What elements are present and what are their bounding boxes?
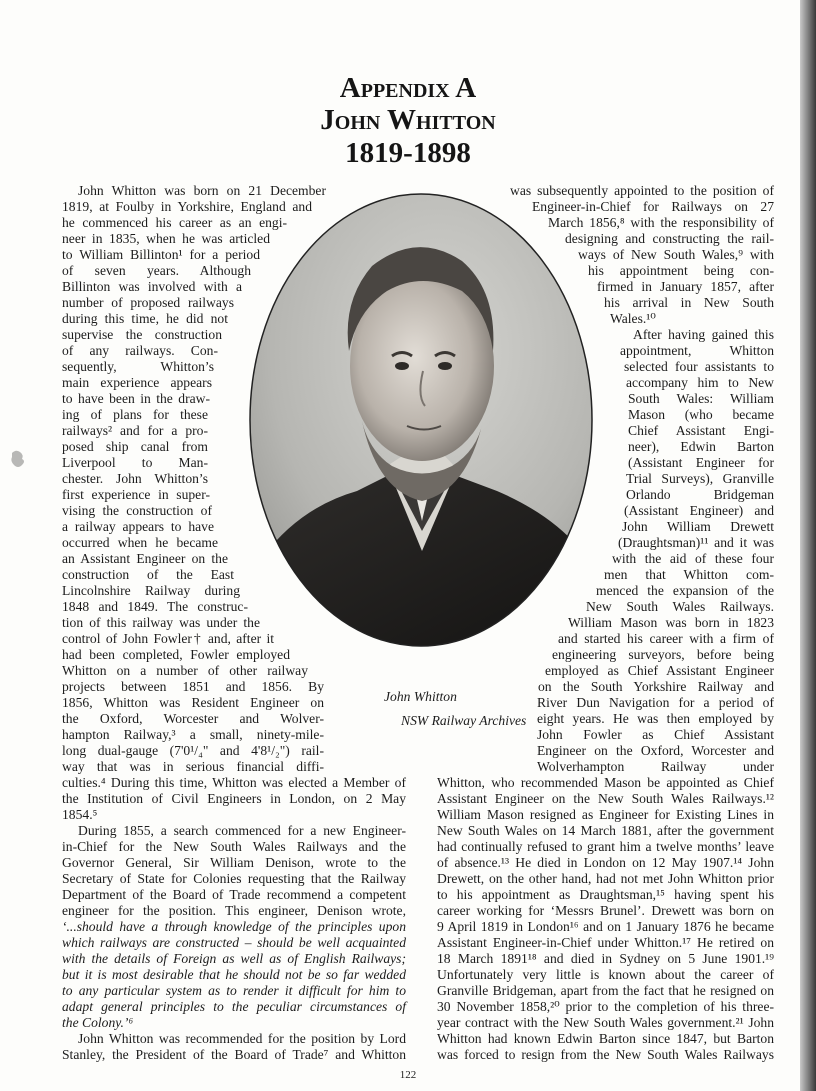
text-line: Whitton, who recommended Mason be appointed as Chief <box>437 775 774 790</box>
text-line: Lincolnshire Railway during <box>62 583 240 598</box>
text-line: to William Billinton¹ for a period <box>62 247 260 262</box>
text-line: in-Chief for the New South Wales Railways and the <box>62 839 406 854</box>
text-line: Chief Assistant Engi- <box>628 423 774 438</box>
text-line: neer), Edwin Barton <box>628 439 774 454</box>
text-line: to any particular system as to render it difficult for him to <box>62 983 406 998</box>
portrait-photo <box>247 191 595 649</box>
text-line: posed ship canal from <box>62 439 208 454</box>
text-line: Whitton had known Edwin Barton since 1847, but Barton <box>437 1031 774 1046</box>
text-line: (Assistant Engineer) and <box>624 503 774 518</box>
text-line: South Wales: William <box>628 391 774 406</box>
text-line: was forced to resign from the New South Wales Railways <box>437 1047 774 1062</box>
text-line: Mason (who became <box>628 407 774 422</box>
text-line: way that was in serious financial diffi- <box>62 759 324 774</box>
text-line: engineer for the position. This engineer, Denison wrote, <box>62 903 406 918</box>
text-line: neer in 1835, when he was articled <box>62 231 270 246</box>
text-line: Engineer on the Oxford, Worcester and <box>537 743 774 758</box>
page-number: 122 <box>399 1069 417 1081</box>
text-line: 1848 and 1849. The construc- <box>62 599 248 614</box>
text-line: 1856, Whitton was Resident Engineer on <box>62 695 324 710</box>
text-line: his appointment being con- <box>588 263 774 278</box>
text-line: but it is most desirable that he should not be so far wedded <box>62 967 406 982</box>
text-line: During 1855, a search commenced for a new Engineer- <box>78 823 406 838</box>
text-line: year contract with the New South Wales government.²¹ John <box>437 1015 774 1030</box>
text-line: long dual-gauge (7'0¹/₄" and 4'8¹/₂") rail- <box>62 743 324 758</box>
text-line: tion of this railway was under the <box>62 615 260 630</box>
text-line: Assistant Engineer on the New South Wales Railways.¹² <box>437 791 774 806</box>
text-line: Billinton was involved with a <box>62 279 242 294</box>
text-line: accompany him to New <box>626 375 774 390</box>
text-line: of absence.¹³ He died in London on 12 May 1907.¹⁴ John <box>437 855 774 870</box>
text-line: control of John Fowler† and, after it <box>62 631 274 646</box>
text-line: men that Whitton com- <box>604 567 774 582</box>
text-line: to his appointment as Draughtsman,¹⁵ having spent his <box>437 887 774 902</box>
text-line: 30 November 1858,²⁰ prior to the completion of his three- <box>437 999 774 1014</box>
text-line: number of proposed railways <box>62 295 234 310</box>
text-line: vising the construction of <box>62 503 212 518</box>
text-line: on the South Yorkshire Railway and <box>538 679 774 694</box>
text-line: eight years. He was then employed by <box>537 711 774 726</box>
text-line: Liverpool to Man- <box>62 455 208 470</box>
text-line: Secretary of State for Colonies requesting that the Railway <box>62 871 406 886</box>
text-line: first experience in super- <box>62 487 210 502</box>
text-line: construction of the East <box>62 567 234 582</box>
text-line: William Mason was born in 1823 <box>568 615 774 630</box>
text-line: engineering surveyors, before being <box>552 647 774 662</box>
text-line: ways of New South Wales,⁹ with <box>578 247 774 262</box>
text-line: William Mason resigned as Engineer for Existing Lines in <box>437 807 774 822</box>
text-line: projects between 1851 and 1856. By <box>62 679 324 694</box>
text-line: the Institution of Civil Engineers in London, on 2 May <box>62 791 406 806</box>
text-line: John Whitton was recommended for the position by Lord <box>78 1031 406 1046</box>
text-line: had been completed, Fowler employed <box>62 647 290 662</box>
text-line: John Whitton was born on 21 December <box>78 183 326 198</box>
text-line: Drewett, on the other hand, had not met John Whitton prior <box>437 871 774 886</box>
text-line: culties.⁴ During this time, Whitton was elected a Member of <box>62 775 406 790</box>
text-line: hampton Railway,³ a small, ninety-mile- <box>62 727 324 742</box>
portrait-caption: John Whitton <box>384 689 457 704</box>
text-line: adapt general principles to the peculiar circumstances of <box>62 999 406 1014</box>
text-line: designing and constructing the rail- <box>565 231 774 246</box>
text-line: during this time, he did not <box>62 311 228 326</box>
ink-blot-icon <box>8 447 28 471</box>
text-line: was subsequently appointed to the position of <box>510 183 774 198</box>
text-line: (Assistant Engineer for <box>628 455 774 470</box>
text-line: John Fowler as Chief Assistant <box>537 727 774 742</box>
text-line: he commenced his career as an engi- <box>62 215 287 230</box>
text-line: Trial Surveys), Granville <box>626 471 774 486</box>
text-line: employed as Chief Assistant Engineer <box>545 663 774 678</box>
text-line: menced the expansion of the <box>596 583 774 598</box>
text-line: Governor General, Sir William Denison, wrote to the <box>62 855 406 870</box>
text-line: (Draughtsman)¹¹ and it was <box>618 535 774 550</box>
text-line: selected four assistants to <box>624 359 774 374</box>
text-line: River Dun Navigation for a period of <box>537 695 774 710</box>
text-line: with the aid of these four <box>612 551 774 566</box>
text-line: 18 March 1891¹⁸ and died in Sydney on 5 June 1901.¹⁹ <box>437 951 774 966</box>
text-line: After having gained this <box>633 327 774 342</box>
text-line: railways² and for a pro- <box>62 423 208 438</box>
text-line: and started his career with a firm of <box>558 631 774 646</box>
text-line: New South Wales Railways. <box>586 599 774 614</box>
text-line: 1819, at Foulby in Yorkshire, England and <box>62 199 312 214</box>
text-line: appointment, Whitton <box>620 343 774 358</box>
text-line: chester. John Whitton’s <box>62 471 208 486</box>
text-line: had continually refused to grant him a twelve months’ leave <box>437 839 774 854</box>
text-line: 9 April 1819 in London¹⁶ and on 1 January 1876 he became <box>437 919 774 934</box>
text-line: career working for ‘Messrs Brunel’. Drewett was born on <box>437 903 774 918</box>
text-line: Stanley, the President of the Board of Trade⁷ and Whitton <box>62 1047 406 1062</box>
text-line: ing of plans for these <box>62 407 208 422</box>
subject-name-heading: John Whitton <box>320 104 496 136</box>
appendix-heading: Appendix A <box>339 72 477 104</box>
text-line: which railways are constructed – should be well acquainted <box>62 935 406 950</box>
portrait-credit: NSW Railway Archives <box>401 713 527 728</box>
lifespan-heading: 1819-1898 <box>345 137 471 169</box>
text-line: an Assistant Engineer on the <box>62 551 228 566</box>
text-line: the Colony.’⁶ <box>62 1015 134 1030</box>
text-line: sequently, Whitton’s <box>62 359 214 374</box>
text-line: Engineer-in-Chief for Railways on 27 <box>532 199 774 214</box>
text-line: main experience appears <box>62 375 212 390</box>
text-line: 1854.⁵ <box>62 807 98 822</box>
text-line: his arrival in New South <box>604 295 774 310</box>
text-line: John William Drewett <box>622 519 774 534</box>
text-line: Assistant Engineer-in-Chief under Whitton.¹⁷ He retired on <box>437 935 774 950</box>
text-line: Unfortunately very little is known about the career of <box>437 967 774 982</box>
text-line: Department of the Board of Trade recommend a competent <box>62 887 406 902</box>
text-line: New South Wales on 14 March 1881, after the government <box>437 823 774 838</box>
text-line: of seven years. Although <box>62 263 251 278</box>
text-line: Wolverhampton Railway under <box>537 759 774 774</box>
text-line: Wales.¹⁰ <box>610 311 656 326</box>
text-line: firmed in January 1857, after <box>597 279 774 294</box>
text-line: of any railways. Con- <box>62 343 218 358</box>
text-line: Granville Bridgeman, apart from the fact that he resigned on <box>437 983 774 998</box>
text-line: the Oxford, Worcester and Wolver- <box>62 711 324 726</box>
text-line: occurred when he became <box>62 535 218 550</box>
text-line: with the details of Foreign as well as of English Railways; <box>62 951 406 966</box>
text-line: supervise the construction <box>62 327 222 342</box>
text-line: to have been in the draw- <box>62 391 210 406</box>
text-line: ‘...should have a through knowledge of the principles upon <box>62 919 406 934</box>
text-line: March 1856,⁸ with the responsibility of <box>548 215 774 230</box>
text-line: Orlando Bridgeman <box>626 487 774 502</box>
text-line: a railway appears to have <box>62 519 214 534</box>
text-line: Whitton on a number of other railway <box>62 663 308 678</box>
